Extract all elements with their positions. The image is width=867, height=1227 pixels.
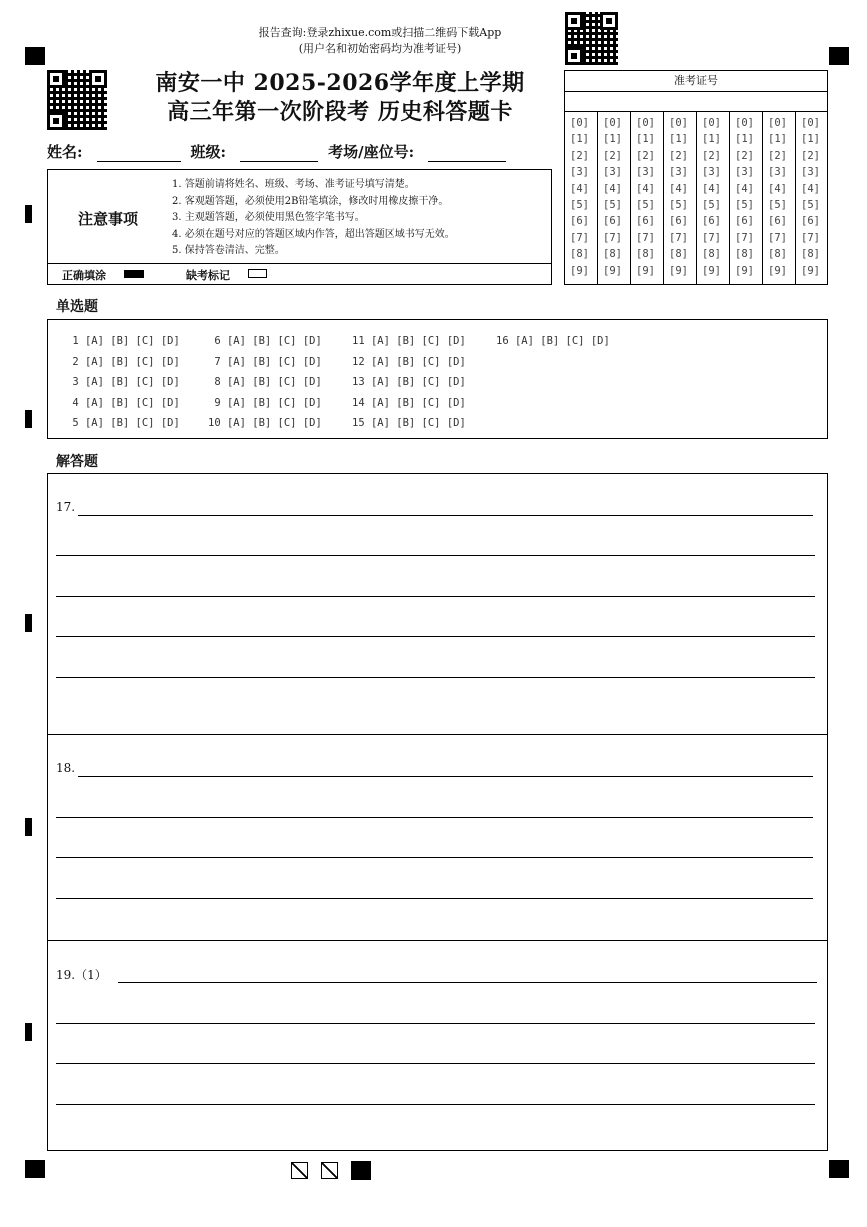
choice-row[interactable]: 16 [A] [B] [C] [D] bbox=[496, 335, 610, 347]
exam-id-digit-bubble[interactable]: [8] bbox=[702, 248, 721, 261]
exam-id-write-cell[interactable] bbox=[796, 91, 829, 111]
exam-id-column-divider bbox=[663, 111, 664, 284]
notice-heading: 注意事项 bbox=[78, 210, 139, 228]
exam-id-digit-bubble[interactable]: [5] bbox=[636, 199, 655, 211]
choice-row[interactable]: 8 [A] [B] [C] [D] bbox=[208, 376, 322, 388]
question-number: 19.（1） bbox=[56, 968, 107, 982]
exam-id-digit-bubble[interactable]: [6] bbox=[768, 215, 787, 228]
exam-id-digit-bubble[interactable]: [4] bbox=[603, 182, 622, 195]
exam-id-digit-bubble[interactable]: [8] bbox=[735, 248, 754, 261]
exam-id-column-divider bbox=[762, 111, 763, 284]
choice-row[interactable]: 5 [A] [B] [C] [D] bbox=[66, 417, 180, 429]
notice-item: 4. 必须在题号对应的答题区域内作答，超出答题区域书写无效。 bbox=[172, 228, 455, 240]
exam-id-digit-bubble[interactable]: [2] bbox=[702, 149, 721, 162]
notice-item: 1. 答题前请将姓名、班级、考场、准考证号填写清楚。 bbox=[172, 179, 415, 190]
exam-id-digit-bubble[interactable]: [1] bbox=[702, 133, 721, 146]
choice-column-1 bbox=[66, 331, 180, 434]
exam-id-digit-bubble[interactable]: [5] bbox=[735, 199, 754, 211]
exam-id-digit-bubble[interactable]: [7] bbox=[669, 231, 688, 244]
absent-label: 缺考标记 bbox=[186, 269, 230, 282]
notice-item: 5. 保持答卷清洁、完整。 bbox=[172, 245, 285, 256]
notice-item: 2. 客观题答题，必须使用2B铅笔填涂，修改时用橡皮擦干净。 bbox=[172, 195, 449, 207]
exam-id-digit-bubble[interactable]: [5] bbox=[702, 199, 721, 211]
exam-id-digit-bubble[interactable]: [6] bbox=[669, 215, 688, 228]
choice-row[interactable]: 1 [A] [B] [C] [D] bbox=[66, 335, 180, 347]
exam-id-digit-bubble[interactable]: [9] bbox=[669, 264, 688, 277]
exam-id-column-divider bbox=[729, 111, 730, 284]
exam-id-digit-bubble[interactable]: [4] bbox=[636, 182, 655, 195]
report-query-note: 报告查询:登录zhixue.com或扫描二维码下载App bbox=[258, 26, 502, 39]
timing-mark bbox=[829, 47, 849, 65]
exam-id-write-cell[interactable] bbox=[631, 91, 664, 111]
exam-id-digit-bubble[interactable]: [0] bbox=[801, 117, 820, 129]
choice-row[interactable]: 9 [A] [B] [C] [D] bbox=[208, 396, 322, 409]
question-number: 17. bbox=[56, 500, 76, 514]
exam-id-digit-bubble[interactable]: [8] bbox=[669, 248, 688, 261]
timing-mark bbox=[25, 1160, 45, 1178]
exam-id-digit-bubble[interactable]: [7] bbox=[735, 231, 754, 244]
side-mark bbox=[25, 410, 32, 428]
exam-id-digit-bubble[interactable]: [9] bbox=[801, 264, 820, 277]
answer-box-19[interactable] bbox=[47, 940, 828, 1151]
exam-id-digit-bubble[interactable]: [3] bbox=[801, 166, 820, 179]
exam-id-digit-bubble[interactable]: [3] bbox=[768, 166, 787, 179]
exam-id-digit-bubble[interactable]: [4] bbox=[768, 182, 787, 195]
exam-id-digit-bubble[interactable]: [6] bbox=[603, 215, 622, 228]
exam-id-digit-bubble[interactable]: [5] bbox=[669, 199, 688, 211]
exam-id-digit-bubble[interactable]: [9] bbox=[603, 264, 622, 277]
exam-id-digit-bubble[interactable]: [5] bbox=[570, 199, 589, 211]
exam-id-digit-bubble[interactable]: [0] bbox=[570, 117, 589, 129]
exam-id-write-cell[interactable] bbox=[763, 91, 796, 111]
student-info-row bbox=[47, 141, 547, 162]
notice-box bbox=[47, 169, 552, 285]
exam-id-digit-bubble[interactable]: [6] bbox=[735, 215, 754, 228]
exam-id-digit-bubble[interactable]: [3] bbox=[669, 166, 688, 179]
exam-id-digit-bubble[interactable]: [7] bbox=[603, 231, 622, 244]
exam-id-title: 准考证号 bbox=[565, 71, 827, 92]
exam-id-digit-bubble[interactable]: [2] bbox=[801, 149, 820, 162]
exam-id-digit-bubble[interactable]: [1] bbox=[636, 133, 655, 146]
exam-id-digit-bubble[interactable]: [9] bbox=[702, 264, 721, 277]
exam-id-digit-bubble[interactable]: [0] bbox=[669, 117, 688, 129]
exam-id-digit-bubble[interactable]: [8] bbox=[603, 248, 622, 261]
exam-id-digit-bubble[interactable]: [3] bbox=[735, 166, 754, 179]
choice-row[interactable]: 4 [A] [B] [C] [D] bbox=[66, 396, 180, 409]
name-field[interactable] bbox=[97, 145, 181, 162]
exam-id-digit-bubble[interactable]: [3] bbox=[636, 166, 655, 179]
exam-id-digit-bubble[interactable]: [7] bbox=[702, 231, 721, 244]
question-number: 18. bbox=[56, 761, 76, 775]
choice-row[interactable]: 13 [A] [B] [C] [D] bbox=[352, 376, 466, 388]
password-note: (用户名和初始密码均为准考证号) bbox=[298, 42, 462, 55]
exam-id-digit-bubble[interactable]: [7] bbox=[636, 231, 655, 244]
page-title-line1: 南安一中 2025-2026学年度上学期 bbox=[155, 70, 525, 96]
exam-id-digit-bubble[interactable]: [2] bbox=[735, 149, 754, 162]
side-mark bbox=[25, 205, 32, 223]
choice-row[interactable]: 14 [A] [B] [C] [D] bbox=[352, 396, 466, 409]
notice-list bbox=[172, 177, 552, 260]
exam-id-digit-bubble[interactable]: [0] bbox=[636, 117, 655, 129]
qr-code-icon bbox=[47, 70, 107, 130]
page-marker-filled-icon bbox=[351, 1161, 371, 1180]
timing-mark bbox=[829, 1160, 849, 1178]
exam-id-digit-bubble[interactable]: [9] bbox=[735, 264, 754, 277]
exam-id-digit-bubble[interactable]: [5] bbox=[603, 199, 622, 211]
single-choice-heading: 单选题 bbox=[56, 299, 98, 315]
answer-box-18[interactable] bbox=[47, 734, 828, 941]
exam-id-digit-bubble[interactable]: [6] bbox=[636, 215, 655, 228]
exam-id-digit-bubble[interactable]: [1] bbox=[603, 133, 622, 146]
page-marker-icon bbox=[291, 1162, 308, 1179]
exam-id-digit-bubble[interactable]: [1] bbox=[768, 133, 787, 146]
side-mark bbox=[25, 614, 32, 632]
exam-id-digit-bubble[interactable]: [1] bbox=[735, 133, 754, 146]
exam-id-digit-bubble[interactable]: [4] bbox=[801, 182, 820, 195]
single-choice-box bbox=[47, 319, 828, 439]
choice-row[interactable]: 2 [A] [B] [C] [D] bbox=[66, 355, 180, 368]
exam-id-column-divider bbox=[597, 111, 598, 284]
class-label: 班级: bbox=[190, 143, 227, 161]
exam-id-digit-bubble[interactable]: [6] bbox=[570, 215, 589, 228]
exam-id-digit-bubble[interactable]: [6] bbox=[702, 215, 721, 228]
choice-row[interactable]: 3 [A] [B] [C] [D] bbox=[66, 376, 180, 388]
choice-row[interactable]: 15 [A] [B] [C] [D] bbox=[352, 417, 466, 429]
side-mark bbox=[25, 1023, 32, 1041]
qr-code-icon bbox=[565, 12, 618, 65]
exam-id-digit-bubble[interactable]: [2] bbox=[636, 149, 655, 162]
exam-id-digit-bubble[interactable]: [6] bbox=[801, 215, 820, 228]
exam-id-digit-bubble[interactable]: [5] bbox=[768, 199, 787, 211]
exam-id-write-cell[interactable] bbox=[664, 91, 697, 111]
exam-id-digit-bubble[interactable]: [9] bbox=[636, 264, 655, 277]
exam-id-digit-bubble[interactable]: [8] bbox=[636, 248, 655, 261]
exam-id-digit-bubble[interactable]: [2] bbox=[603, 149, 622, 162]
choice-column-4 bbox=[496, 331, 610, 352]
absent-checkbox[interactable] bbox=[248, 269, 267, 278]
exam-id-write-cell[interactable] bbox=[730, 91, 763, 111]
exam-id-digit-bubble[interactable]: [5] bbox=[801, 199, 820, 211]
exam-id-digit-bubble[interactable]: [0] bbox=[735, 117, 754, 129]
choice-column-3 bbox=[352, 331, 466, 434]
timing-mark bbox=[25, 47, 45, 65]
seat-field[interactable] bbox=[428, 145, 506, 162]
exam-id-digit-bubble[interactable]: [0] bbox=[603, 117, 622, 129]
exam-id-write-cell[interactable] bbox=[598, 91, 631, 111]
answer-heading: 解答题 bbox=[56, 454, 98, 470]
seat-label: 考场/座位号: bbox=[328, 143, 415, 161]
exam-id-write-cell[interactable] bbox=[565, 91, 598, 111]
divider bbox=[48, 263, 551, 264]
exam-id-digit-bubble[interactable]: [0] bbox=[768, 117, 787, 129]
choice-row[interactable]: 12 [A] [B] [C] [D] bbox=[352, 355, 466, 368]
exam-id-write-cell[interactable] bbox=[697, 91, 730, 111]
exam-id-digit-bubble[interactable]: [4] bbox=[702, 182, 721, 195]
page-marker-icon bbox=[321, 1162, 338, 1179]
correct-fill-label: 正确填涂 bbox=[62, 269, 106, 282]
choice-row[interactable]: 10 [A] [B] [C] [D] bbox=[208, 417, 322, 429]
exam-id-digit-bubble[interactable]: [1] bbox=[801, 133, 820, 146]
exam-id-column-divider bbox=[696, 111, 697, 284]
exam-id-digit-bubble[interactable]: [8] bbox=[801, 248, 820, 261]
side-mark bbox=[25, 818, 32, 836]
filled-sample-icon bbox=[124, 270, 144, 278]
answer-box-17[interactable] bbox=[47, 473, 828, 735]
exam-id-grid bbox=[564, 70, 828, 285]
exam-id-digit-bubble[interactable]: [3] bbox=[570, 166, 589, 179]
choice-row[interactable]: 6 [A] [B] [C] [D] bbox=[208, 335, 322, 347]
exam-id-digit-bubble[interactable]: [7] bbox=[801, 231, 820, 244]
notice-item: 3. 主观题答题，必须使用黑色签字笔书写。 bbox=[172, 212, 365, 223]
choice-row[interactable]: 7 [A] [B] [C] [D] bbox=[208, 355, 322, 368]
exam-id-digit-bubble[interactable]: [3] bbox=[603, 166, 622, 179]
exam-id-digit-bubble[interactable]: [7] bbox=[768, 231, 787, 244]
exam-id-column-divider bbox=[630, 111, 631, 284]
exam-id-digit-bubble[interactable]: [3] bbox=[702, 166, 721, 179]
exam-id-digit-bubble[interactable]: [9] bbox=[768, 264, 787, 277]
exam-id-digit-bubble[interactable]: [7] bbox=[570, 231, 589, 244]
class-field[interactable] bbox=[240, 145, 318, 162]
choice-column-2 bbox=[208, 331, 322, 434]
exam-id-digit-bubble[interactable]: [1] bbox=[570, 133, 589, 146]
exam-id-digit-bubble[interactable]: [8] bbox=[570, 248, 589, 261]
exam-id-column-divider bbox=[795, 111, 796, 284]
exam-id-digit-bubble[interactable]: [4] bbox=[669, 182, 688, 195]
exam-id-digit-bubble[interactable]: [8] bbox=[768, 248, 787, 261]
page-title-line2: 高三年第一次阶段考 历史科答题卡 bbox=[167, 99, 513, 125]
exam-id-digit-bubble[interactable]: [1] bbox=[669, 133, 688, 146]
exam-id-digit-bubble[interactable]: [9] bbox=[570, 264, 589, 277]
exam-id-digit-bubble[interactable]: [0] bbox=[702, 117, 721, 129]
exam-id-digit-bubble[interactable]: [2] bbox=[669, 149, 688, 162]
exam-id-digit-bubble[interactable]: [2] bbox=[768, 149, 787, 162]
exam-id-digit-bubble[interactable]: [4] bbox=[735, 182, 754, 195]
exam-id-digit-bubble[interactable]: [2] bbox=[570, 149, 589, 162]
choice-row[interactable]: 11 [A] [B] [C] [D] bbox=[352, 335, 466, 347]
exam-id-digit-bubble[interactable]: [4] bbox=[570, 182, 589, 195]
name-label: 姓名: bbox=[47, 143, 83, 161]
